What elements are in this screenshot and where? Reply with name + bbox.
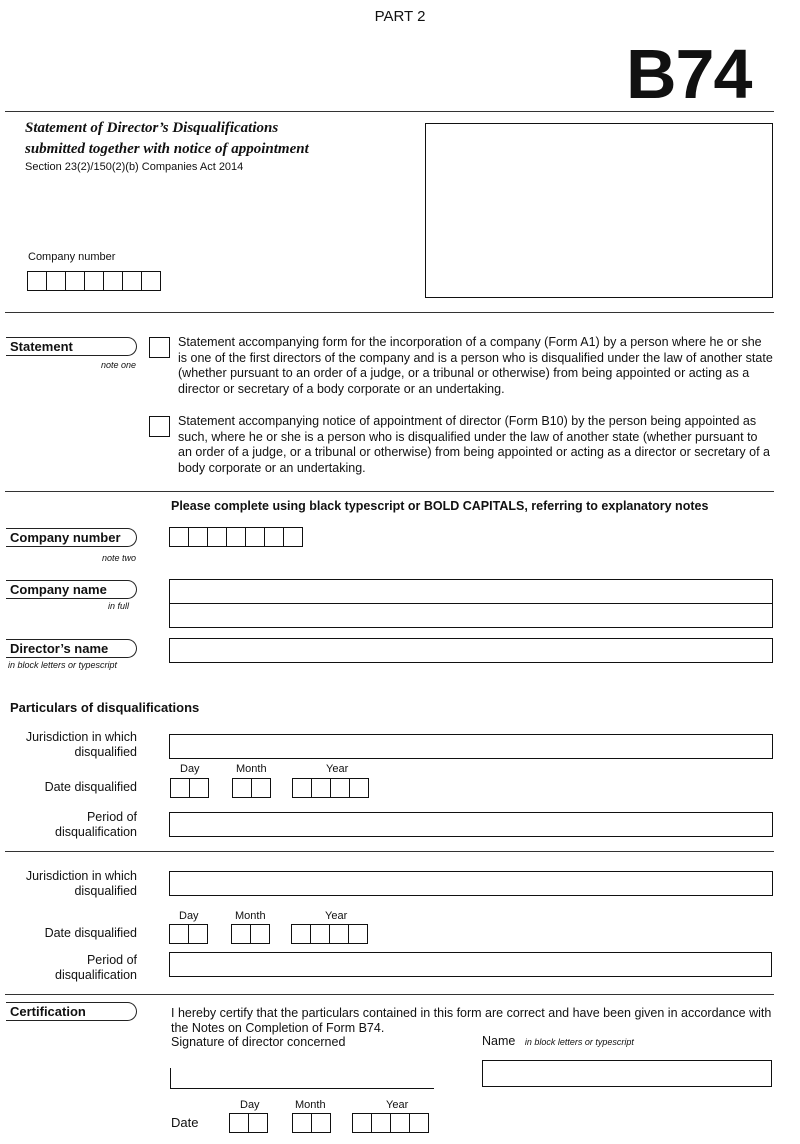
day-label-2: Day: [179, 910, 199, 922]
date-day-boxes-2[interactable]: [169, 924, 207, 944]
section-reference: Section 23(2)/150(2)(b) Companies Act 2014: [25, 161, 244, 173]
statement-option1-checkbox[interactable]: [149, 337, 170, 358]
month-label-1: Month: [236, 763, 267, 775]
date-year-boxes-2[interactable]: [291, 924, 367, 944]
company-number-tab: Company number: [6, 528, 137, 547]
statement-note: note one: [100, 360, 136, 370]
statement-option2-checkbox[interactable]: [149, 416, 170, 437]
company-name-tab: Company name: [6, 580, 137, 599]
cert-date-label: Date: [171, 1115, 199, 1130]
director-name-note: in block letters or typescript: [8, 660, 118, 670]
director-name-tab: Director’s name: [6, 639, 137, 658]
part-label: PART 2: [374, 8, 426, 25]
jurisdiction-field-1[interactable]: [169, 734, 773, 759]
certification-tab: Certification: [6, 1002, 137, 1021]
date-day-boxes-1[interactable]: [170, 778, 208, 798]
name-field[interactable]: [482, 1060, 772, 1087]
signature-line[interactable]: [170, 1068, 434, 1089]
form-title-line1: Statement of Director’s Disqualifications: [25, 120, 279, 136]
name-note: in block letters or typescript: [524, 1037, 634, 1047]
office-use-box: [425, 123, 773, 298]
form-code: B74: [626, 35, 752, 113]
cert-date-year-boxes[interactable]: [352, 1113, 428, 1133]
name-label-text: Name: [482, 1034, 516, 1048]
cert-year-label: Year: [386, 1099, 409, 1111]
jurisdiction-label-1: Jurisdiction in which disqualified: [25, 730, 137, 759]
company-number-note: note two: [101, 553, 136, 563]
year-label-1: Year: [326, 763, 349, 775]
certification-text: I hereby certify that the particulars contained in this form are correct and have been given in accordance with the Notes on Completion of Form B74.: [171, 1006, 772, 1035]
signature-label: Signature of director concerned: [171, 1035, 346, 1049]
company-name-note: in full: [107, 601, 129, 611]
cert-day-label: Day: [240, 1099, 260, 1111]
form-title-line2: submitted together with notice of appointment: [25, 141, 309, 157]
cert-date-month-boxes[interactable]: [292, 1113, 330, 1133]
jurisdiction-label-2: Jurisdiction in which disqualified: [25, 869, 137, 898]
period-label-1: Period of disqualification: [55, 810, 137, 839]
director-name-field[interactable]: [169, 638, 773, 663]
year-label-2: Year: [325, 910, 348, 922]
company-number-boxes-top[interactable]: [27, 271, 160, 291]
period-label-2: Period of disqualification: [55, 953, 137, 982]
particulars-heading: Particulars of disqualifications: [10, 700, 200, 715]
statement-tab: Statement: [6, 337, 137, 356]
date-month-boxes-2[interactable]: [231, 924, 269, 944]
date-disqualified-label-1: Date disqualified: [44, 780, 137, 794]
date-year-boxes-1[interactable]: [292, 778, 368, 798]
divider: [5, 491, 774, 492]
cert-month-label: Month: [295, 1099, 326, 1111]
company-number-label: Company number: [28, 251, 116, 263]
divider: [5, 994, 774, 995]
jurisdiction-field-2[interactable]: [169, 871, 773, 896]
period-field-2[interactable]: [169, 952, 772, 977]
date-month-boxes-1[interactable]: [232, 778, 270, 798]
period-field-1[interactable]: [169, 812, 773, 837]
divider: [5, 111, 774, 112]
cert-date-day-boxes[interactable]: [229, 1113, 267, 1133]
instructions: Please complete using black typescript or BOLD CAPITALS, referring to explanatory notes: [171, 499, 709, 513]
divider: [5, 851, 774, 852]
company-number-boxes[interactable]: [169, 527, 302, 547]
day-label-1: Day: [180, 763, 200, 775]
company-name-field-line1[interactable]: [169, 579, 773, 604]
statement-option2-text: Statement accompanying notice of appointment of director (Form B10) by the person being appointed as such, where he or she is a person who is disqualified under the law of another state (whether pursuant to an order of a judge, or a tribunal or otherwise) from being appointed or acting as a director or secretary of a body corporate or an undertaking.: [178, 414, 770, 475]
statement-option1-text: Statement accompanying form for the incorporation of a company (Form A1) by a person where he or she is one of the first directors of the company and is a person who is disqualified under the law of another state (whether pursuant to an order of a judge, or a tribunal or otherwise) from being appointed or acting as a director or secretary of a body corporate or an undertaking.: [178, 335, 773, 396]
company-name-field-line2[interactable]: [169, 603, 773, 628]
name-label: [482, 1034, 634, 1048]
divider: [5, 312, 774, 313]
date-disqualified-label-2: Date disqualified: [44, 926, 137, 940]
month-label-2: Month: [235, 910, 266, 922]
